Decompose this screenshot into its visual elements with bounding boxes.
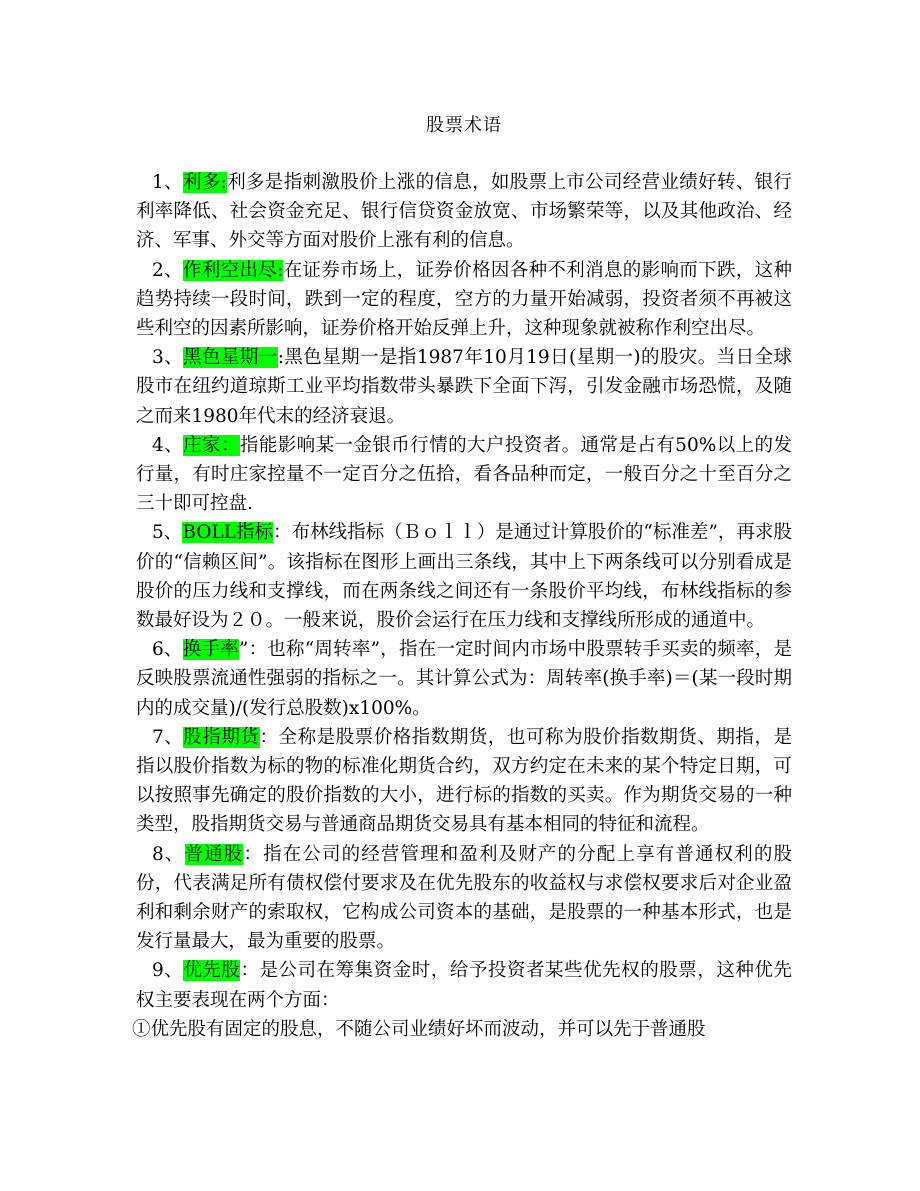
term-highlight: BOLL指标	[182, 522, 274, 544]
term-paragraph-6	[136, 635, 792, 723]
term-highlight: 黑色星期一	[183, 347, 278, 369]
term-number: 3、	[152, 347, 184, 369]
term-highlight: 换手率	[182, 639, 239, 661]
term-paragraph-4	[136, 431, 792, 519]
term-definition: 利多是指刺激股价上涨的信息，如股票上市公司经营业绩好转、银行利率降低、社会资金充足、银行信贷资金放宽、市场繁荣等，以及其他政治、经济、军事、外交等方面对股价上涨有利的信息。	[136, 172, 792, 252]
term-paragraph-7	[136, 723, 792, 840]
term-highlight: 普通股	[184, 843, 244, 865]
term-highlight: 股指期货	[183, 726, 260, 748]
term-highlight: 优先股	[183, 960, 241, 982]
term-paragraph-2	[136, 256, 792, 344]
term-highlight: 庄家：	[183, 434, 240, 456]
term-paragraph-9	[136, 956, 792, 1014]
term-definition: :黑色星期一是指1987年10月19日(星期一)的股灾。当日全球股市在纽约道琼斯工业平均指数带头暴跌下全面下泻，引发金融市场恐慌，及随之而来1980年代末的经济衰退。	[136, 347, 792, 427]
continuation-line: ①优先股有固定的股息，不随公司业绩好坏而波动，并可以先于普通股	[132, 1018, 706, 1040]
term-definition: 在证券市场上，证券价格因各种不利消息的影响而下跌，这种趋势持续一段时间，跌到一定的程度，空方的力量开始减弱，投资者须不再被这些利空的因素所影响，证券价格开始反弹上升，这种现象就被称作利空出尽。	[136, 259, 792, 340]
term-number: 1、	[152, 172, 183, 193]
term-highlight: 作利空出尽:	[182, 259, 284, 281]
term-number: 4、	[152, 434, 184, 456]
term-number: 7、	[152, 726, 184, 748]
term-number: 2、	[152, 259, 183, 281]
term-definition: ：全称是股票价格指数期货，也可称为股价指数期货、期指，是指以股价指数为标的物的标准化期货合约，双方约定在未来的某个特定日期，可以按照事先确定的股价指数的大小，进行标的指数的买卖。作为期货交易的一种类型，股指期货交易与普通商品期货交易具有基本相同的特征和流程。	[136, 726, 792, 836]
term-definition: ：是公司在筹集资金时，给予投资者某些优先权的股票，这种优先权主要表现在两个方面：	[136, 960, 792, 1011]
term-highlight: 利多:	[182, 172, 227, 193]
term-definition: ：布林线指标（Ｂｏｌｌ）是通过计算股价的“标准差”，再求股价的“信赖区间”。该指标在图形上画出三条线，其中上下两条线可以分别看成是股价的压力线和支撑线，而在两条线之间还有一条股价平均线，布林线指标的参数最好设为２０。一般来说，股价会运行在压力线和支撑线所形成的通道中。	[136, 522, 792, 632]
term-paragraph-5	[136, 518, 792, 635]
term-number: 5、	[152, 522, 183, 544]
term-paragraph-1	[136, 168, 792, 256]
term-definition: 指能影响某一金银币行情的大户投资者。通常是占有50%以上的发行量，有时庄家控量不一定百分之伍拾，看各品种而定，一般百分之十至百分之三十即可控盘.	[136, 434, 792, 515]
term-paragraph-8	[136, 840, 792, 957]
term-number: 9、	[152, 960, 184, 982]
term-definition: ”：也称“周转率”，指在一定时间内市场中股票转手买卖的频率，是反映股票流通性强弱的指标之一。其计算公式为：周转率(换手率)＝(某一段时期内的成交量)/(发行总股数)x100%。	[136, 639, 792, 719]
term-number: 6、	[152, 639, 183, 661]
document-title: 股票术语	[426, 115, 502, 136]
document-body	[132, 168, 792, 1044]
term-paragraph-3	[136, 343, 792, 431]
term-number: 8、	[152, 843, 185, 865]
term-definition: ：指在公司的经营管理和盈利及财产的分配上享有普通权利的股份，代表满足所有债权偿付要求及在优先股东的收益权与求偿权要求后对企业盈利和剩余财产的索取权，它构成公司资本的基础，是股票的一种基本形式，也是发行量最大，最为重要的股票。	[136, 843, 792, 953]
